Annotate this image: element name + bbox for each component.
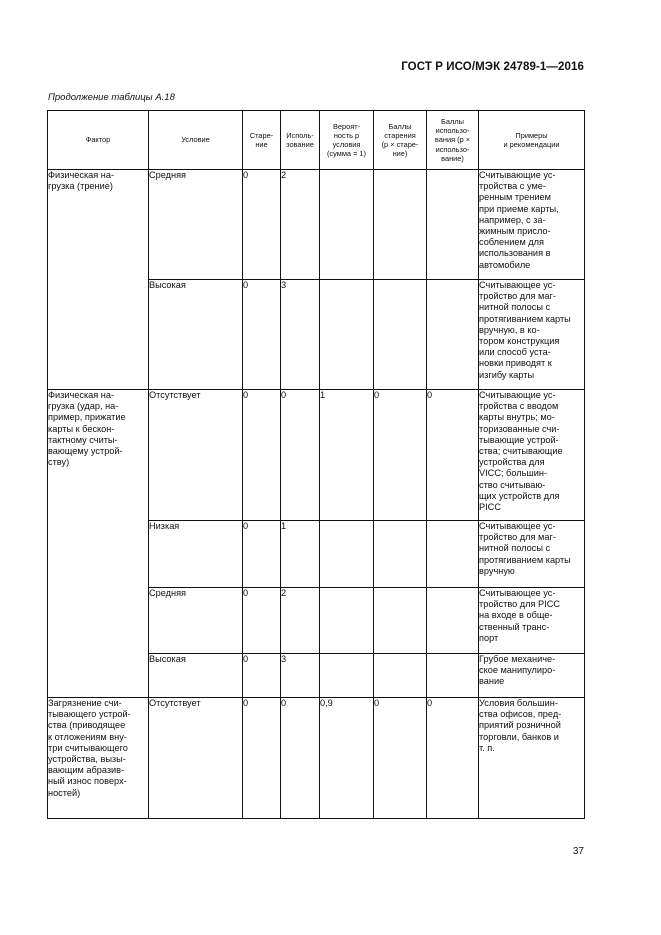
aging-score-cell: [374, 654, 427, 698]
aging-cell: 0: [243, 588, 281, 654]
column-header-examples: Примеры и рекомендации: [479, 111, 585, 170]
condition-cell: Высокая: [149, 280, 243, 390]
aging-score-cell: [374, 280, 427, 390]
factor-cell: Загрязнение счи- тывающего устрой- ства (приводящее к отложениям вну- три считывающего устройства, вызы- вающим абразив- ный износ поверх- ностей): [48, 698, 149, 819]
usage-score-cell: [427, 588, 479, 654]
usage-score-cell: [427, 280, 479, 390]
usage-cell: 0: [281, 698, 320, 819]
aging-cell: 0: [243, 698, 281, 819]
column-header-usage: Исполь- зование: [281, 111, 320, 170]
page-number: 37: [572, 846, 584, 857]
examples-cell: Условия большин- ства офисов, пред- приятий розничной торговли, банков и т. п.: [479, 698, 585, 819]
examples-cell: Считывающее ус- тройство для маг- нитной полосы с протягиванием карты вручную, в ко- тором конструкция или способ уста- новки приводят к изгибу карты: [479, 280, 585, 390]
column-header-factor: Фактор: [48, 111, 149, 170]
usage-cell: 1: [281, 521, 320, 588]
aging-score-cell: 0: [374, 698, 427, 819]
usage-score-cell: [427, 654, 479, 698]
probability-cell: 1: [320, 390, 374, 521]
probability-cell: [320, 170, 374, 280]
condition-cell: Средняя: [149, 170, 243, 280]
usage-score-cell: 0: [427, 390, 479, 521]
table-row: [48, 390, 585, 521]
aging-score-cell: 0: [374, 390, 427, 521]
column-header-aging: Старе- ние: [243, 111, 281, 170]
probability-cell: [320, 280, 374, 390]
factor-cell: Физическая на- грузка (удар, на- пример, прижатие карты к бескон- тактному считы- вающему устрой- ству): [48, 390, 149, 698]
document-code: ГОСТ Р ИСО/МЭК 24789-1—2016: [401, 61, 584, 73]
usage-cell: 0: [281, 390, 320, 521]
probability-cell: 0,9: [320, 698, 374, 819]
aging-score-cell: [374, 521, 427, 588]
aging-cell: 0: [243, 654, 281, 698]
examples-cell: Грубое механиче- ское манипулиро- вание: [479, 654, 585, 698]
condition-cell: Средняя: [149, 588, 243, 654]
usage-cell: 2: [281, 588, 320, 654]
condition-cell: Отсутствует: [149, 698, 243, 819]
examples-cell: Считывающее ус- тройство для PICC на входе в обще- ственный транс- порт: [479, 588, 585, 654]
aging-score-cell: [374, 588, 427, 654]
column-header-condition: Условие: [149, 111, 243, 170]
examples-cell: Считывающие ус- тройства с вводом карты внутрь; мо- торизованные счи- тывающие устрой- ства; считывающие устройства для VICC; большин- ство считываю- щих устройств для PICC: [479, 390, 585, 521]
usage-cell: 2: [281, 170, 320, 280]
probability-cell: [320, 521, 374, 588]
examples-cell: Считывающее ус- тройство для маг- нитной полосы с протягиванием карты вручную: [479, 521, 585, 588]
column-header-probability: Вероят- ность p условия (сумма = 1): [320, 111, 374, 170]
usage-score-cell: [427, 170, 479, 280]
condition-cell: Низкая: [149, 521, 243, 588]
condition-cell: Отсутствует: [149, 390, 243, 521]
examples-cell: Считывающие ус- тройства с уме- ренным трением при приеме карты, например, с за- жимным присло- соблением для использования в автомобиле: [479, 170, 585, 280]
table-header-row: [48, 111, 585, 170]
aging-cell: 0: [243, 170, 281, 280]
table-caption: Продолжение таблицы А.18: [48, 92, 175, 103]
factor-cell: Физическая на- грузка (трение): [48, 170, 149, 390]
column-header-aging-score: Баллы старения (p × старе- ние): [374, 111, 427, 170]
usage-cell: 3: [281, 280, 320, 390]
usage-score-cell: [427, 521, 479, 588]
aging-cell: 0: [243, 280, 281, 390]
condition-cell: Высокая: [149, 654, 243, 698]
data-table: [47, 110, 585, 819]
column-header-usage-score: Баллы использо- вания (p × использо- вание): [427, 111, 479, 170]
aging-cell: 0: [243, 521, 281, 588]
table-row: [48, 698, 585, 819]
aging-score-cell: [374, 170, 427, 280]
usage-cell: 3: [281, 654, 320, 698]
probability-cell: [320, 588, 374, 654]
probability-cell: [320, 654, 374, 698]
usage-score-cell: 0: [427, 698, 479, 819]
table-row: [48, 170, 585, 280]
aging-cell: 0: [243, 390, 281, 521]
